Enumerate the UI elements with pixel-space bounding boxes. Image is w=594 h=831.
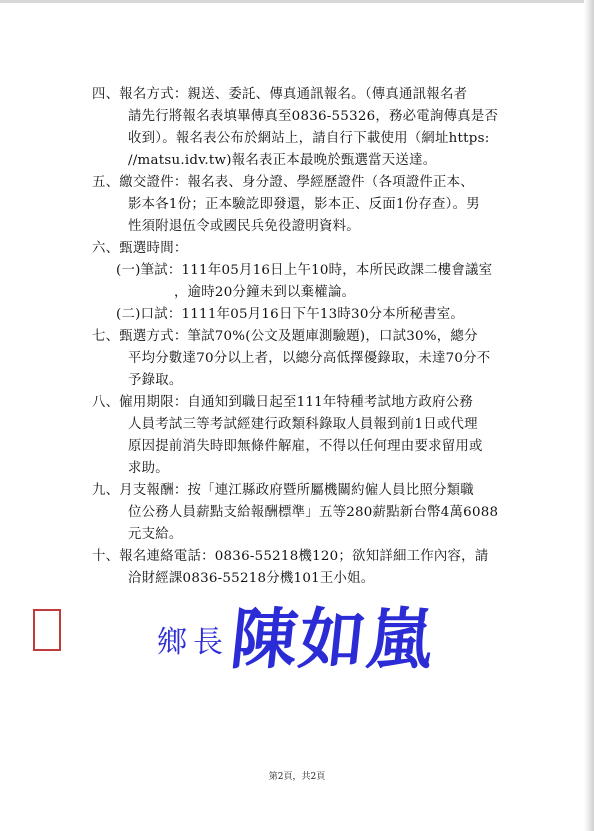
signature-name: 陳如嵐 [227,600,440,678]
item-4-line-1: 四、報名方式：親送、委託、傳真通訊報名。（傳真通訊報名者 [92,87,468,102]
item-8-line-3: 原因提前消失時即無條件解雇，不得以任何理由要求留用或 [128,439,483,454]
item-7-line-1: 七、甄選方式：筆試70%(公文及題庫測驗題)，口試30%，總分 [92,329,478,344]
item-9-line-2: 位公務人員薪點支給報酬標準」五等280薪點新台幣4萬6088 [128,505,499,520]
signature-title: 鄉長 [157,625,229,660]
item-8-line-4: 求助。 [128,461,169,476]
item-4-line-2: 請先行將報名表填畢傳真至0836-55326，務必電詢傳真是否 [128,109,499,124]
item-9-line-1: 九、月支報酬：按「連江縣政府暨所屬機關約僱人員比照分類職 [92,483,474,498]
item-6-sub-2: (二)口試：1111年05月16日下午13時30分本所秘書室。 [116,307,465,322]
item-5-line-2: 影本各1份；正本驗訖即發還，影本正、反面1份存查）。男 [128,197,480,212]
item-10-line-2: 洽財經課0836-55218分機101王小姐。 [128,571,375,586]
item-8-line-2: 人員考試三等考試經建行政類科錄取人員報到前1日或代理 [128,417,478,432]
item-4-line-4: //matsu.idv.tw)報名表正本最晚於甄選當天送達。 [128,153,437,168]
item-6-heading: 六、甄選時間： [92,241,188,256]
item-5-line-1: 五、繳交證件：報名表、身分證、學經歷證件（各項證件正本、 [92,175,474,190]
item-7-line-3: 予錄取。 [128,373,183,388]
item-10-line-1: 十、報名連絡電話：0836-55218機120；欲知詳細工作內容，請 [92,549,489,564]
item-8-line-1: 八、僱用期限：自通知到職日起至111年特種考試地方政府公務 [92,395,473,410]
item-6-sub-1-line-1: (一)筆試：111年05月16日上午10時，本所民政課二樓會議室 [116,263,493,278]
page-footer: 第2頁，共2頁 [268,772,326,782]
item-7-line-2: 平均分數達70分以上者，以總分高低擇優錄取，未達70分不 [128,351,491,366]
official-seal [33,609,61,651]
item-5-line-3: 性須附退伍令或國民兵免役證明資料。 [128,219,360,234]
item-9-line-3: 元支給。 [128,527,183,542]
item-6-sub-1-line-2: ，逾時20分鐘未到以棄權論。 [174,285,356,300]
item-4-line-3: 收到）。報名表公布於網站上，請自行下載使用（網址https: [128,131,490,146]
